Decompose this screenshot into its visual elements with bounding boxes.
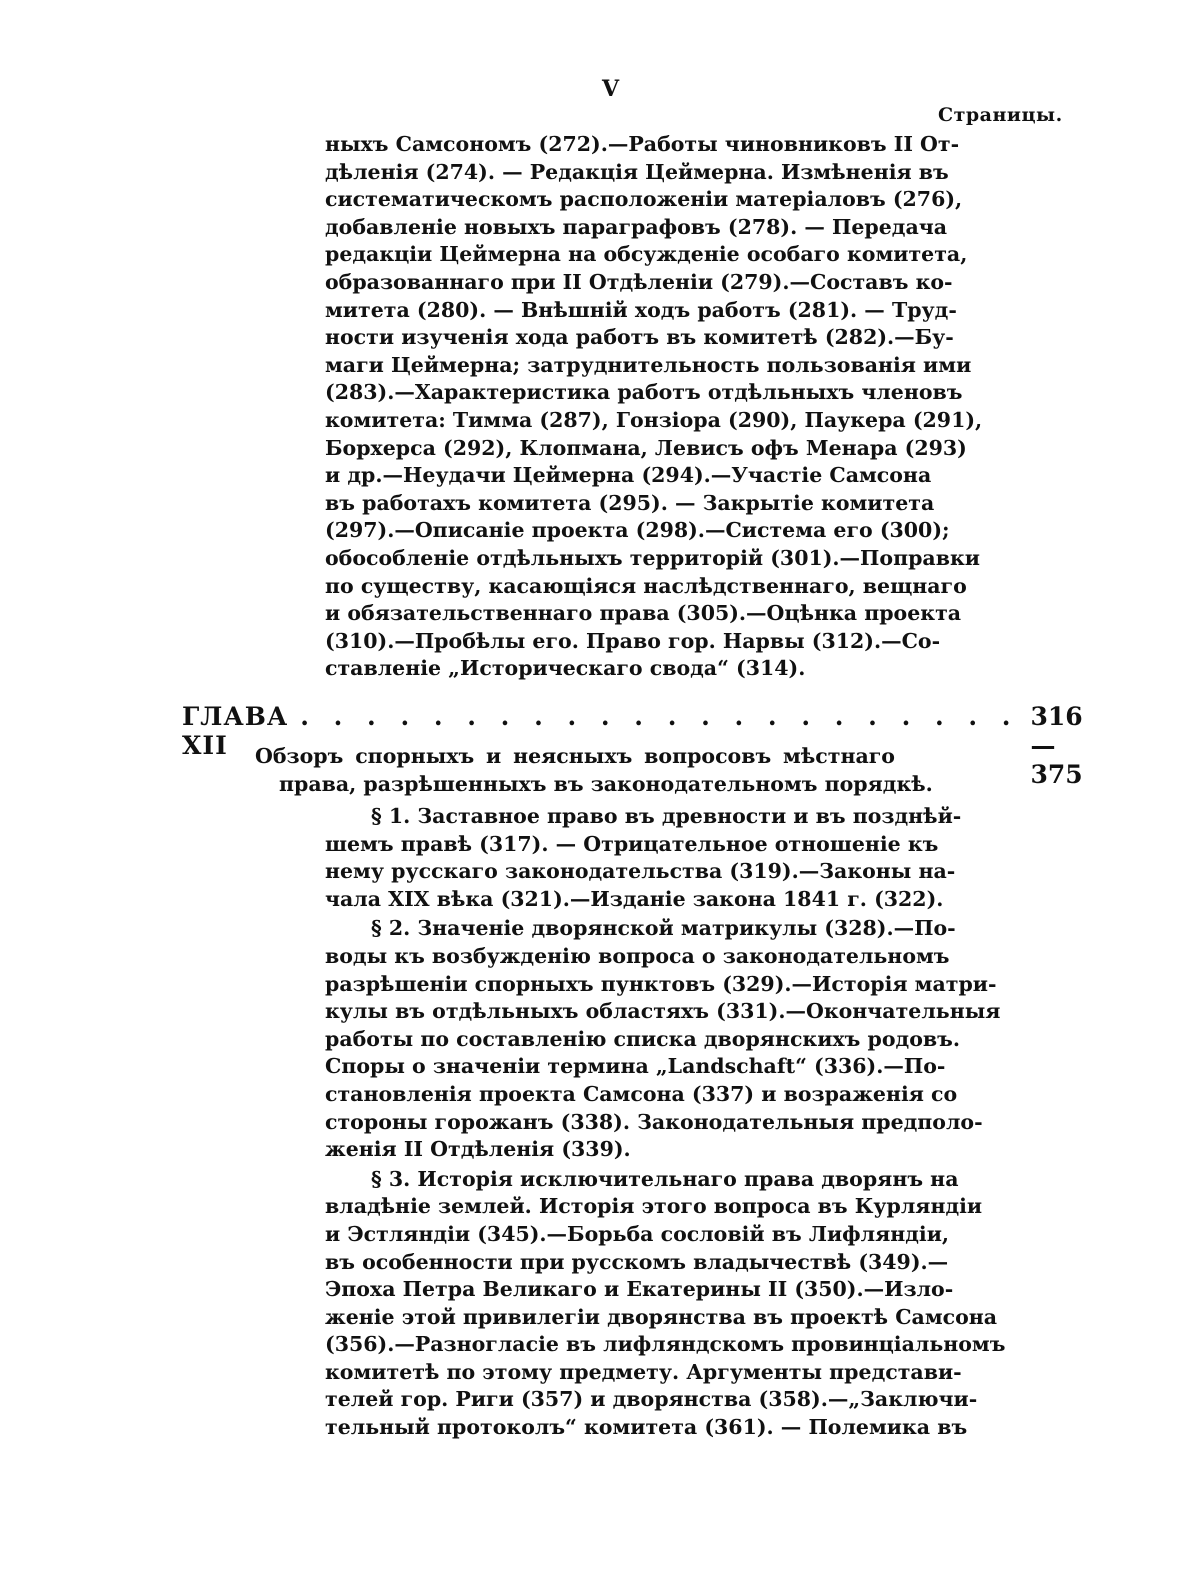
summary-line: права, разрѣшенныхъ въ законодательномъ порядкѣ. <box>279 772 933 796</box>
text-line: § 1. Заставное право въ древности и въ позднѣй- <box>371 804 962 828</box>
chapter-page-range: 316—375 <box>1030 702 1083 789</box>
text-line: телей гор. Риги (357) и дворянства (358).—„Заключи- <box>325 1387 978 1412</box>
text-line: § 2. Значеніе дворянской матрикулы (328).—По- <box>371 916 956 941</box>
text-line: обособленіе отдѣльныхъ территорій (301).—Поправки <box>325 545 980 570</box>
sections-list <box>325 803 1006 1444</box>
text-line: дѣленія (274). — Редакція Цеймерна. Измѣненія въ <box>325 159 949 184</box>
text-line: Эпоха Петра Великаго и Екатерины II (350).—Изло- <box>325 1277 954 1302</box>
text-line: кулы въ отдѣльныхъ областяхъ (331).—Окончательныя <box>325 999 1001 1024</box>
text-line: митета (280). — Внѣшній ходъ работъ (281). — Труд- <box>325 297 957 322</box>
text-line: систематическомъ расположеніи матеріаловъ (276), <box>325 187 963 212</box>
text-line: владѣніе землей. Исторія этого вопроса въ Курляндіи <box>325 1194 983 1219</box>
pages-column-header: Страницы. <box>938 104 1063 126</box>
chapter-summary <box>255 742 933 798</box>
text-line: (310).—Пробѣлы его. Право гор. Нарвы (312).—Со- <box>325 628 941 653</box>
text-line: и обязательственнаго права (305).—Оцѣнка проекта <box>325 601 962 626</box>
text-line: и Эстляндіи (345).—Борьба сословій въ Лифляндіи, <box>325 1221 950 1246</box>
text-line: ставленіе „Историческаго свода“ (314). <box>325 656 806 681</box>
section-paragraph <box>325 1166 1006 1442</box>
text-line: редакціи Цеймерна на обсужденіе особаго комитета, <box>325 242 968 267</box>
text-line: воды къ возбужденію вопроса о законодательномъ <box>325 943 950 968</box>
text-line: образованнаго при II Отдѣленіи (279).—Составъ ко- <box>325 269 953 294</box>
text-line: Споры о значеніи термина „Landschaft“ (336).—По- <box>325 1054 946 1079</box>
text-line: Борхерса (292), Клопмана, Левисъ офъ Менара (293) <box>325 435 967 460</box>
text-line: женія II Отдѣленія (339). <box>325 1137 631 1162</box>
text-line: становленія проекта Самсона (337) и возраженія со <box>325 1081 958 1106</box>
section-paragraph <box>325 803 962 913</box>
section-paragraph <box>325 915 1001 1163</box>
text-line: ности изученія хода работъ въ комитетѣ (282).—Бу- <box>325 325 954 350</box>
summary-line: Обзоръ спорныхъ и неясныхъ вопросовъ мѣстнаго <box>255 744 895 768</box>
text-line: въ работахъ комитета (295). — Закрытіе комитета <box>325 490 935 515</box>
text-line: нему русскаго законодательства (319).—Законы на- <box>325 859 956 884</box>
text-line: (356).—Разногласіе въ лифляндскомъ провинціальномъ <box>325 1332 1006 1357</box>
page-number: V <box>602 76 620 102</box>
text-line: § 3. Исторія исключительнаго права дворянъ на <box>371 1166 959 1191</box>
text-line: маги Цеймерна; затруднительность пользованія ими <box>325 352 972 377</box>
text-line: добавленіе новыхъ параграфовъ (278). — Передача <box>325 214 948 239</box>
text-line: въ особенности при русскомъ владычествѣ (349).— <box>325 1249 949 1274</box>
text-line: стороны горожанъ (338). Законодательныя предполо- <box>325 1109 983 1134</box>
text-line: шемъ правѣ (317). — Отрицательное отношеніе къ <box>325 831 939 856</box>
text-line: комитета: Тимма (287), Гонзіора (290), Паукера (291), <box>325 407 983 432</box>
text-line: чала XIX вѣка (321).—Изданіе закона 1841 г. (322). <box>325 886 944 911</box>
text-line: женіе этой привилегіи дворянства въ проектѣ Самсона <box>325 1304 998 1329</box>
leader-dots: . . . . . . . . . . . . . . . . . . . . . . <box>300 702 1019 731</box>
text-line: разрѣшеніи спорныхъ пунктовъ (329).—Исторія матри- <box>325 971 997 996</box>
text-line: и др.—Неудачи Цеймерна (294).—Участіе Самсона <box>325 463 932 488</box>
text-line: (283).—Характеристика работъ отдѣльныхъ членовъ <box>325 380 963 405</box>
continuation-paragraph <box>325 131 983 683</box>
text-line: по существу, касающіяся наслѣдственнаго, вещнаго <box>325 573 967 598</box>
text-line: (297).—Описаніе проекта (298).—Система его (300); <box>325 518 950 543</box>
chapter-title: ГЛАВА XII <box>182 702 289 760</box>
text-line: комитетѣ по этому предмету. Аргументы представи- <box>325 1359 962 1384</box>
text-line: тельный протоколъ“ комитета (361). — Полемика въ <box>325 1415 968 1440</box>
text-line: работы по составленію списка дворянскихъ родовъ. <box>325 1026 960 1051</box>
text-line: ныхъ Самсономъ (272).—Работы чиновниковъ II От- <box>325 132 960 156</box>
